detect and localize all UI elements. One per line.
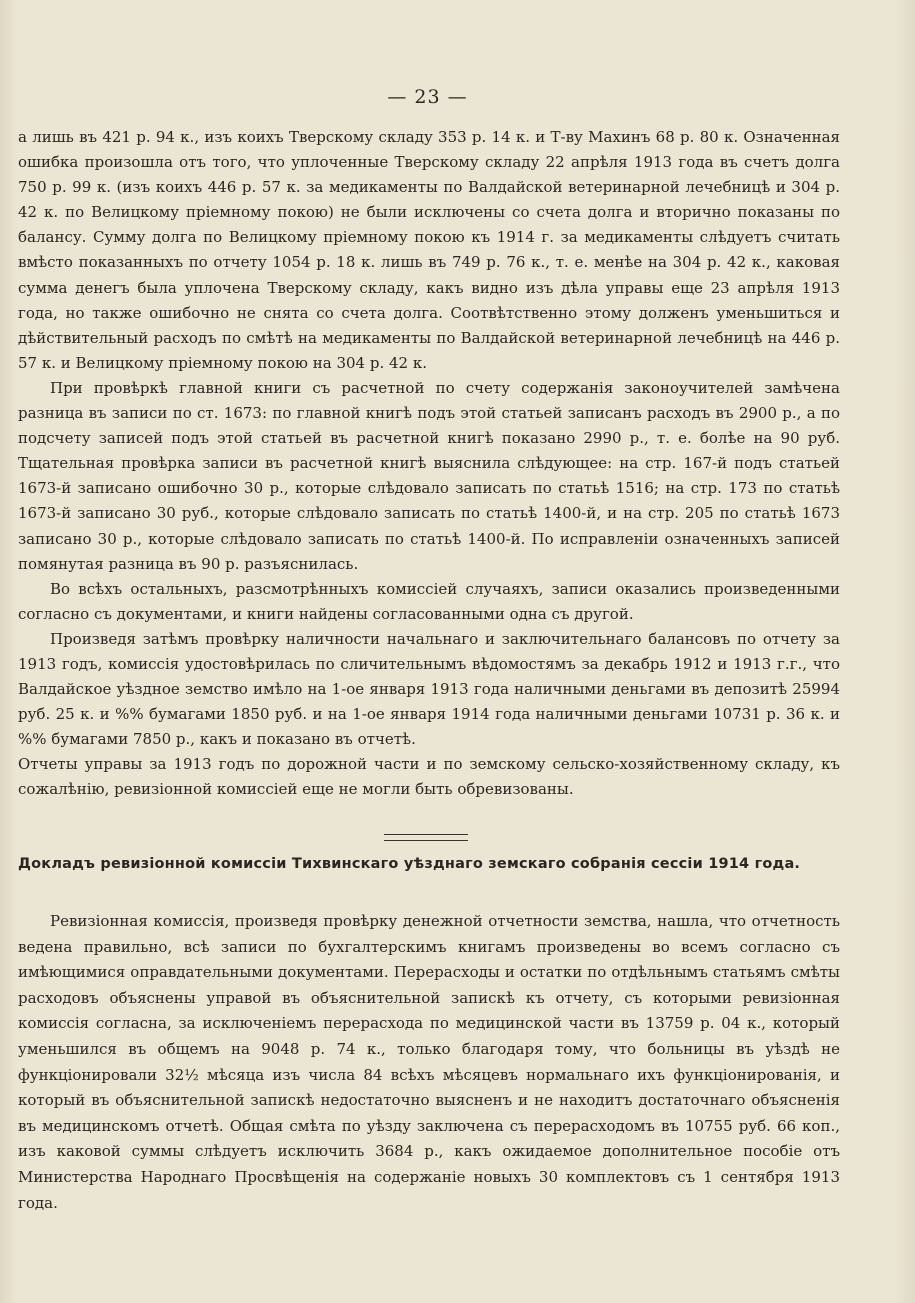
report-section-continued <box>18 125 840 803</box>
paragraph: Произведя затѣмъ провѣрку наличности начальнаго и заключительнаго балансовъ по отчету за 1913 годъ, комиссiя удостовѣрилась по сличительнымъ вѣдомостямъ за декабрь 1912 и 1913 г.г., что Валдайское уѣздное земство имѣло на 1-ое января 1913 года наличными деньгами въ депозитѣ 25994 руб. 25 к. и %% бумагами 1850 руб. и на 1-ое января 1914 года наличными деньгами 10731 р. 36 к. и %% бумагами 7850 р., какъ и показано въ отчетѣ. <box>18 629 840 749</box>
paragraph: а лишь въ 421 р. 94 к., изъ коихъ Тверскому складу 353 р. 14 к. и Т-ву Махинъ 68 р. 80 к. Означенная ошибка произошла отъ того, что уплоченные Тверскому складу 22 апрѣля 1913 года въ счетъ долга 750 р. 99 к. (изъ коихъ 446 р. 57 к. за медикаменты по Валдайской ветеринарной лечебницѣ и 304 р. 42 к. по Велицкому прiемному покою) не были исключены со счета долга и вторично показаны по балансу. Сумму долга по Велицкому прiемному покою къ 1914 г. за медикаменты слѣдуетъ считать вмѣсто показанныхъ по отчету 1054 р. 18 к. лишь въ 749 р. 76 к., т. е. менѣе на 304 р. 42 к., каковая сумма денегъ была уплочена Тверскому складу, какъ видно изъ дѣла управы еще 23 апрѣля 1913 года, но также ошибочно не снята со счета долга. Соотвѣтственно этому долженъ уменьшиться и дѣйствительный расходъ по смѣтѣ на медикаменты по Валдайской ветеринарной лечебницѣ на 446 р. 57 к. и Велицкому прiемному покою на 304 р. 42 к. <box>18 128 840 372</box>
paragraph: Во всѣхъ остальныхъ, разсмотрѣнныхъ комиссiей случаяхъ, записи оказались произведенными согласно съ документами, и книги найдены согласованными одна съ другой. <box>18 579 840 623</box>
paragraph: При провѣркѣ главной книги съ расчетной по счету содержанiя законоучителей замѣчена разница въ записи по ст. 1673: по главной книгѣ подъ этой статьей записанъ расходъ въ 2900 р., а по подсчету записей подъ этой статьей въ расчетной книгѣ показано 2990 р., т. е. болѣе на 90 руб. Тщательная провѣрка записи въ расчетной книгѣ выяснила слѣдующее: на стр. 167-й подъ статьей 1673-й записано ошибочно 30 р., которые слѣдовало записать по статьѣ 1516; на стр. 173 по статьѣ 1673-й записано 30 руб., которые слѣдовало записать по статьѣ 1400-й, и на стр. 205 по статьѣ 1673 записано 30 р., которые слѣдовало записать по статьѣ 1400-й. По исправленiи означенныхъ записей помянутая разница въ 90 р. разъяснилась. <box>18 378 840 573</box>
tikhvin-report-section <box>18 909 840 1216</box>
paragraph: Ревизiонная комиссiя, произведя провѣрку денежной отчетности земства, нашла, что отчетность ведена правильно, всѣ записи по бухгалтерскимъ книгамъ произведены во всемъ согласно съ имѣющимися оправдательными документами. Перерасходы и остатки по отдѣльнымъ статьямъ смѣты расходовъ объяснены управой въ объяснительной запискѣ къ отчету, съ которыми ревизiонная комиссiя согласна, за исключенiемъ перерасхода по медицинской части въ 13759 р. 04 к., который уменьшился въ общемъ на 9048 р. 74 к., только благодаря тому, что больницы въ уѣздѣ не функцiонировали 32½ мѣсяца изъ числа 84 всѣхъ мѣсяцевъ нормальнаго ихъ функцiонированiя, и который въ объяснительной запискѣ недостаточно выясненъ и не находитъ достаточнаго объясненiя въ медицинскомъ отчетѣ. Общая смѣта по уѣзду заключена съ перерасходомъ въ 10755 руб. 66 коп., изъ каковой суммы слѣдуетъ исключить 3684 р., какъ ожидаемое дополнительное пособiе отъ Министерства Народнаго Просвѣщенiя на содержанiе новыхъ 30 комплектовъ съ 1 сентября 1913 года. <box>18 912 840 1212</box>
section-heading: Докладъ ревизiонной комиссiи Тихвинскаго уѣзднаго земскаго собранiя сессiи 1914 года. <box>18 856 801 872</box>
section-divider <box>384 834 468 841</box>
page-number: — 23 — <box>387 86 468 108</box>
paragraph: Отчеты управы за 1913 годъ по дорожной части и по земскому сельско-хозяйственному складу, къ сожалѣнiю, ревизiонной комиссiей еще не могли быть обревизованы. <box>18 755 840 799</box>
